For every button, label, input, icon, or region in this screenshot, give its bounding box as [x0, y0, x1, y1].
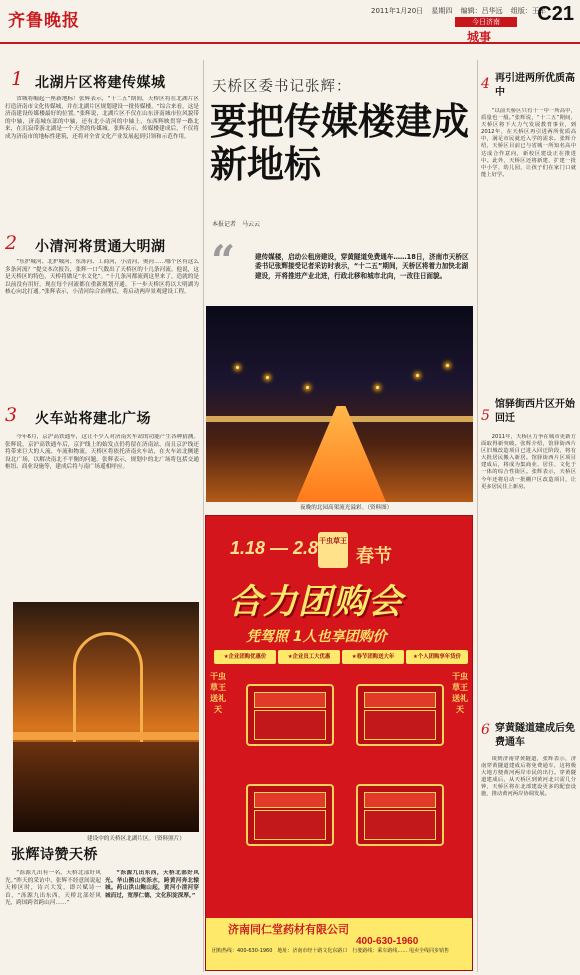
- main-headline: 要把传媒楼建成新地标: [210, 100, 469, 186]
- ad-side-text-right: 干虫草王送礼天: [452, 672, 468, 714]
- ad-brand-logo: 干虫草王: [318, 532, 348, 568]
- ad-footer: [206, 918, 472, 970]
- byline: 本报记者 马云云: [212, 221, 261, 228]
- ad-slogan: 凭驾照 1人也享团购价: [246, 629, 387, 645]
- section-number: 6: [481, 722, 490, 738]
- ad-main-title: 合力团购会: [228, 582, 403, 622]
- issue-designer: 组版：王军: [510, 7, 546, 15]
- gift-box-icon: [246, 684, 334, 746]
- section-number: 4: [481, 76, 490, 92]
- ad-feature: ★企业团购优惠价: [214, 650, 276, 664]
- group-buy-advertisement[interactable]: [205, 515, 473, 971]
- night-viaduct-photo: [206, 306, 473, 502]
- ad-feature-bar: [214, 650, 468, 664]
- newspaper-logo: 齐鲁晚报: [8, 11, 80, 31]
- ad-feature: ★企业员工大优惠: [278, 650, 340, 664]
- article-high-school: “以前天桥区只有十一中一所高中，质量也一般。”张辉说，“十二五”期间，天桥区将下大力气发展教育事业，到2012年，在天桥区再引进两所优质高中，满足市民就近入学的需求。张辉介绍，天桥区目前已与省城一所知名高中达成合作意向，新校区建设正在推进中。此外，天桥区还将新建、扩建一批中小学、幼儿园，让孩子们在家门口就能上好学。: [481, 108, 576, 178]
- section-number: 2: [5, 232, 18, 254]
- issue-meta: [371, 6, 552, 16]
- ad-date-range: 1.18 — 2.8: [230, 538, 319, 558]
- issue-weekday: 星期四: [431, 7, 453, 15]
- article-beihu: 省城将崛起一座新地标！张辉表示，“十二五”期间，天桥区将在北湖片区打造济南市文化传媒城，并在北湖片区规划建设一批传媒楼。“综合来看，这是济南建设传媒楼最好的位置。”张辉说，北湖片区不仅在山东济南城市位风貌带的中轴，济南城东部的中轴，还有北小清河的中轴上，东西辉映贯穿一路北来，在沉寂带游北湖是一个天然的传媒城。张辉表示，传媒楼建成后，不仅将成为济南市的地标性建筑，还将对全省文化产业发展起到引领和示范作用。: [5, 96, 199, 140]
- ad-phone[interactable]: 400-630-1960: [356, 936, 419, 947]
- section-number: 5: [481, 408, 490, 424]
- section-name: 城事: [467, 30, 492, 44]
- column-divider: [203, 60, 204, 972]
- right-column: [481, 62, 577, 972]
- ad-company: 济南同仁堂药材有限公司: [228, 923, 349, 936]
- headline-beihu: 北湖片区将建传媒城: [35, 75, 166, 91]
- article-tunnel: 谈到济南穿黄隧道，张辉表示，济南穿黄隧道建成后将免费通车，这将极大地方便黄河两岸市民的出行。穿黄隧道建成后，从天桥区到黄河北只需几分钟，天桥区将在北部建设更多的配套设施，推动黄河两岸协调发展。: [481, 756, 576, 798]
- headline-high-school: 再引进两所优质高中: [495, 73, 575, 98]
- ad-feature: ★春节团购送大年: [342, 650, 404, 664]
- masthead: [0, 0, 580, 44]
- ad-side-text-left: 干虫草王送礼天: [210, 672, 226, 714]
- ad-details: 团购热线：400-630-1960 地址：济南市经十路文化东路口 行驶路线：乘车路线…… 甩卖全线同步销售: [212, 948, 450, 954]
- article-kicker: 天桥区委书记张辉：: [212, 79, 352, 95]
- gift-box-icon: [356, 684, 444, 746]
- issue-date: 2011年1月20日: [371, 7, 424, 15]
- section-number: 1: [11, 68, 24, 90]
- gift-box-icon: [356, 784, 444, 846]
- left-column: [3, 62, 201, 972]
- gift-box-icon: [246, 784, 334, 846]
- article-guanyi-street: 2011年，天桥区力争在城市更新方面取得新突破。张辉介绍，馆驿街西片区旧城改造项目已进入回迁阶段，将有大批居民搬入新居。馆驿街西片区项目建成后，将成为集商业、居住、文化于一体的综合性街区。张辉表示，天桥区今年还将启动一批棚户区改造项目，让更多居民住上新房。: [481, 434, 576, 490]
- page-number: C21: [537, 3, 574, 25]
- headline-poem: 张辉诗赞天桥: [11, 847, 98, 863]
- column-divider: [477, 60, 478, 972]
- article-xiaoqinghe: “东护城河、北护城河、东泺河、工商河，小清河，奥河……哪个区有这么多条河流？”提交本次报告，张辉一口气数出了天桥区的十几条河流。他说，这是天桥区的特色，天桥将做足“水文化”。“十几条河都流到这里来了，造就的是以前没有用好。现在每个河流都在重新规划开通。下一步天桥区将以大明湖为核心向北打通。”张辉表示，小清河综合治理后，将启动两岸景观建设工程。: [5, 259, 199, 296]
- article-lead: 建传媒楼，启动公租房建设，穿黄隧道免费通车……18日，济南市天桥区委书记张辉接受记者采访时表示，“十二五”期间，天桥区将着力加快北湖建设，开将推进产业北进，行政北移和城市北向，一改往日面貌。: [255, 253, 469, 280]
- ad-spring-label: 春节: [356, 546, 392, 567]
- headline-tunnel: 穿黄隧道建成后免费通车: [495, 723, 575, 748]
- article-train-station: 今年6月，京沪高铁通车，这让不少人对济南火车站的功能产生各种猜测。张辉说，京沪高铁通车后，京沪线上的始发点仍将留在济南站，而且京沪线还将带来巨大的人流、车流和物流。天桥区将依托济南火车站，在火车站北侧建设北广场，以解决南北不平衡的问题。张辉表示，规划中的北广场将包括交通枢纽、商业设施等，建成后将与南广场遥相呼应。: [5, 434, 199, 471]
- headline-train-station: 火车站将建北广场: [35, 411, 151, 427]
- headline-xiaoqinghe: 小清河将贯通大明湖: [35, 239, 166, 255]
- bridge-photo-caption: 建设中的天桥区北湖片区。（资料照片）: [87, 836, 185, 842]
- ad-feature: ★个人团购享年货价: [406, 650, 468, 664]
- quote-mark-icon: “: [211, 236, 236, 285]
- poem-text: “泺源九出东西，天桥北部好风光。华山鹊山夹泺水，跨黄河奔北辕城。药山洪山鲍山起，黄河小清河穿城而过，宽厚仁德，文化积淀深厚。”: [105, 870, 199, 899]
- article-poem: “泺源九出有一名，天桥北部好风光。”昨天的采访中，张辉不经意间说起天桥区时，诗兴大发，即兴赋诗一首，“泺源九出东西，天桥北部好风光，跨国跨省跨山河……”: [5, 870, 101, 907]
- section-number: 3: [5, 404, 18, 426]
- headline-guanyi-street: 馆驿街西片区开始回迁: [495, 399, 575, 424]
- section-tag: 今日济南: [455, 17, 517, 27]
- night-photo-caption: 夜晚的北园高架流光溢彩。（资料图）: [300, 505, 393, 511]
- issue-editor: 编辑：吕华远: [460, 7, 503, 15]
- bridge-photo: [13, 602, 199, 832]
